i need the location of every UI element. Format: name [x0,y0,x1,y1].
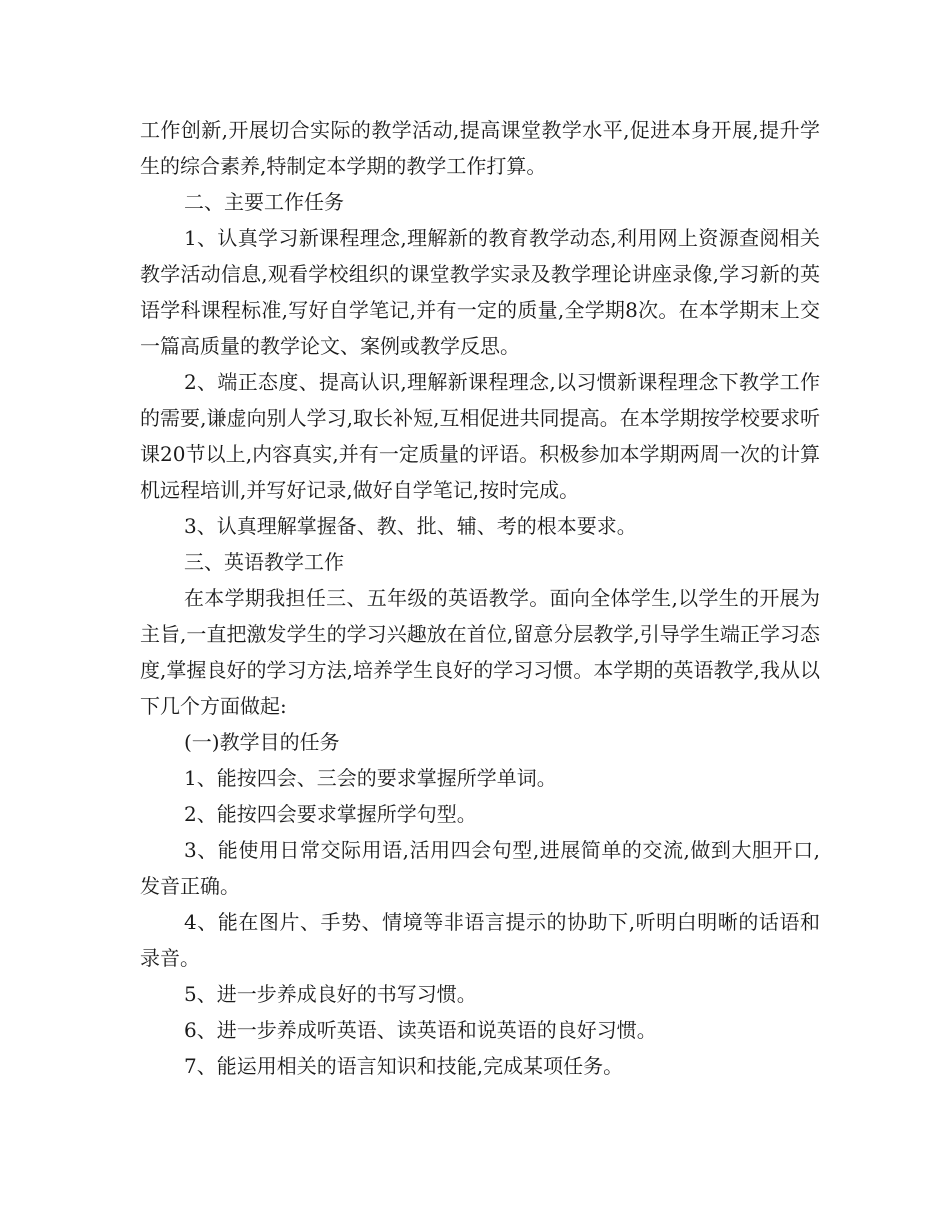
goal-item-4: 4、能在图片、手势、情境等非语言提示的协助下,听明白明晰的话语和录音。 [140,910,820,970]
goal-item-2: 2、能按四会要求掌握所学句型。 [184,802,477,826]
goal-item-7: 7、能运用相关的语言知识和技能,完成某项任务。 [184,1054,624,1078]
goal-item-1: 1、能按四会、三会的要求掌握所学单词。 [184,766,557,790]
document-body [140,112,820,1084]
paragraph-intro-continued: 工作创新,开展切合实际的教学活动,提高课堂教学水平,促进本身开展,提升学生的综合素养,特制定本学期的教学工作打算。 [140,118,820,178]
paragraph-task-1: 1、认真学习新课程理念,理解新的教育教学动态,利用网上资源查阅相关教学活动信息,观看学校组织的课堂教学实录及教学理论讲座录像,学习新的英语学科课程标准,写好自学笔记,并有一定的质量,全学期8次。在本学期末上交一篇高质量的教学论文、案例或教学反思。 [140,226,820,358]
goal-item-3: 3、能使用日常交际用语,活用四会句型,进展简单的交流,做到大胆开口,发音正确。 [140,838,820,898]
section-heading-english-teaching: 三、英语教学工作 [184,550,344,574]
paragraph-task-3: 3、认真理解掌握备、教、批、辅、考的根本要求。 [184,514,637,538]
subsection-heading-teaching-goals: (一)教学目的任务 [184,730,340,754]
section-heading-main-tasks: 二、主要工作任务 [184,190,344,214]
paragraph-task-2: 2、端正态度、提高认识,理解新课程理念,以习惯新课程理念下教学工作的需要,谦虚向别人学习,取长补短,互相促进共同提高。在本学期按学校要求听课20节以上,内容真实,并有一定质量的评语。积极参加本学期两周一次的计算机远程培训,并写好记录,做好自学笔记,按时完成。 [140,370,820,502]
paragraph-english-teaching-overview: 在本学期我担任三、五年级的英语教学。面向全体学生,以学生的开展为主旨,一直把激发学生的学习兴趣放在首位,留意分层教学,引导学生端正学习态度,掌握良好的学习方法,培养学生良好的学习习惯。本学期的英语教学,我从以下几个方面做起: [140,586,820,718]
goal-item-5: 5、进一步养成良好的书写习惯。 [184,982,477,1006]
goal-item-6: 6、进一步养成听英语、读英语和说英语的良好习惯。 [184,1018,657,1042]
